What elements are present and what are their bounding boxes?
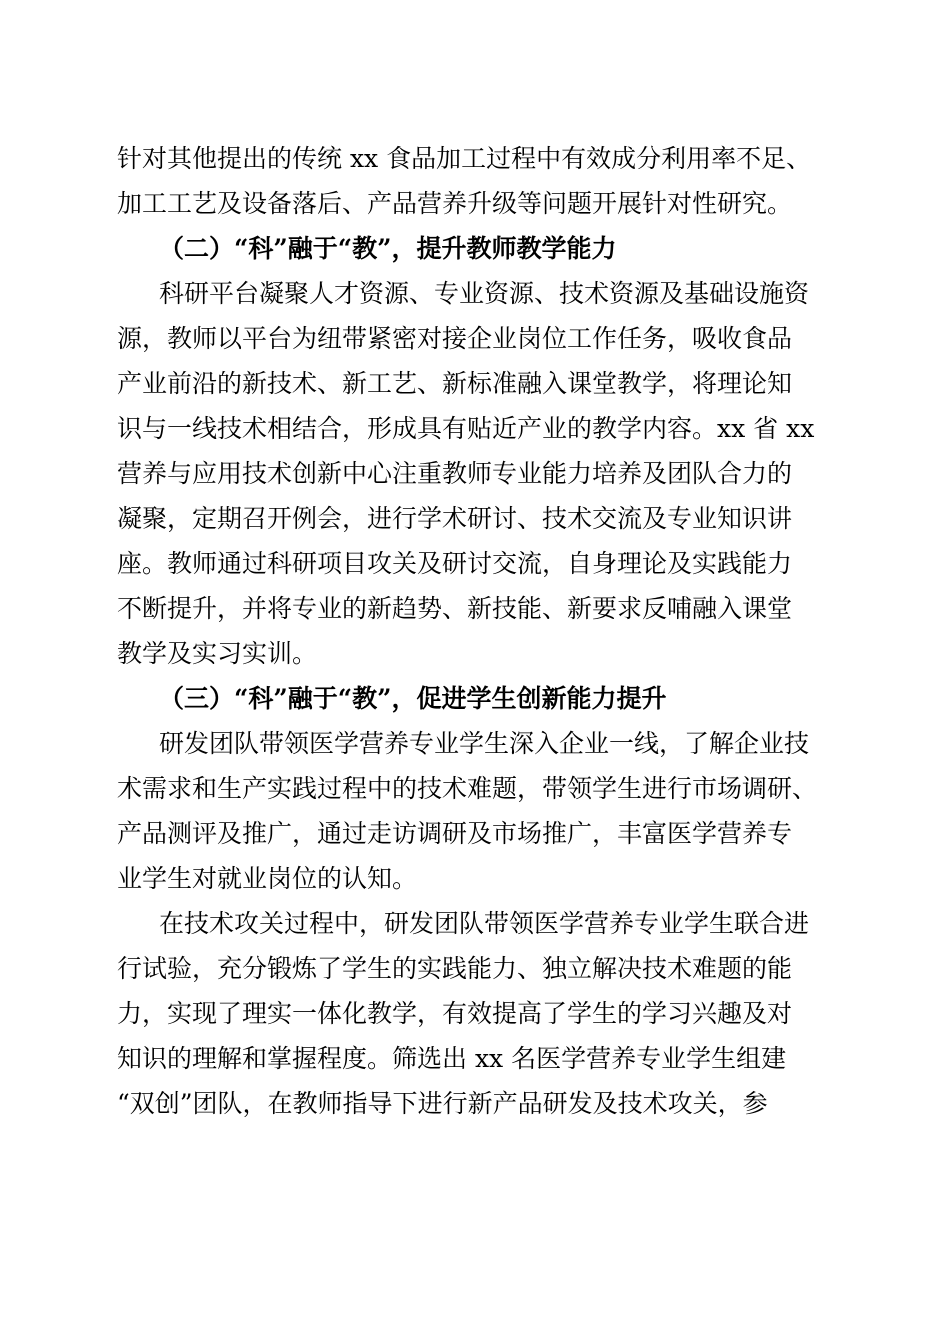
paragraph-line: 研发团队带领医学营养专业学生深入企业一线，了解企业技 bbox=[159, 729, 810, 758]
paragraph-line: 产品测评及推广，通过走访调研及市场推广，丰富医学营养专 bbox=[117, 819, 793, 848]
paragraph-line: 不断提升，并将专业的新趋势、新技能、新要求反哺融入课堂 bbox=[117, 594, 793, 623]
paragraph-line: 产业前沿的新技术、新工艺、新标准融入课堂教学，将理论知 bbox=[117, 369, 793, 398]
section-heading-3: （三）“科”融于“教”，促进学生创新能力提升 bbox=[159, 684, 667, 713]
paragraph-line: 力，实现了理实一体化教学，有效提高了学生的学习兴趣及对 bbox=[117, 999, 793, 1028]
paragraph-line: 教学及实习实训。 bbox=[117, 639, 318, 668]
paragraph-line: 业学生对就业岗位的认知。 bbox=[117, 864, 418, 893]
paragraph-line: 加工工艺及设备落后、产品营养升级等问题开展针对性研究。 bbox=[117, 189, 793, 218]
section-heading-2: （二）“科”融于“教”，提升教师教学能力 bbox=[159, 234, 617, 263]
paragraph-line: 座。教师通过科研项目攻关及研讨交流，自身理论及实践能力 bbox=[117, 549, 793, 578]
paragraph-line: 术需求和生产实践过程中的技术难题，带领学生进行市场调研、 bbox=[117, 774, 818, 803]
paragraph-line: 知识的理解和掌握程度。筛选出 xx 名医学营养专业学生组建 bbox=[117, 1044, 787, 1073]
paragraph-line: 凝聚，定期召开例会，进行学术研讨、技术交流及专业知识讲 bbox=[117, 504, 793, 533]
paragraph-line: 科研平台凝聚人才资源、专业资源、技术资源及基础设施资 bbox=[159, 279, 810, 308]
paragraph-line: 源，教师以平台为纽带紧密对接企业岗位工作任务，吸收食品 bbox=[117, 324, 793, 353]
paragraph-line: 在技术攻关过程中，研发团队带领医学营养专业学生联合进 bbox=[159, 909, 810, 938]
paragraph-line: 针对其他提出的传统 xx 食品加工过程中有效成分利用率不足、 bbox=[117, 144, 812, 173]
paragraph-line: 行试验，充分锻炼了学生的实践能力、独立解决技术难题的能 bbox=[117, 954, 793, 983]
paragraph-line: 营养与应用技术创新中心注重教师专业能力培养及团队合力的 bbox=[117, 459, 793, 488]
paragraph-line: “双创”团队，在教师指导下进行新产品研发及技术攻关，参 bbox=[117, 1089, 768, 1118]
paragraph-line: 识与一线技术相结合，形成具有贴近产业的教学内容。xx 省 xx bbox=[117, 414, 815, 443]
